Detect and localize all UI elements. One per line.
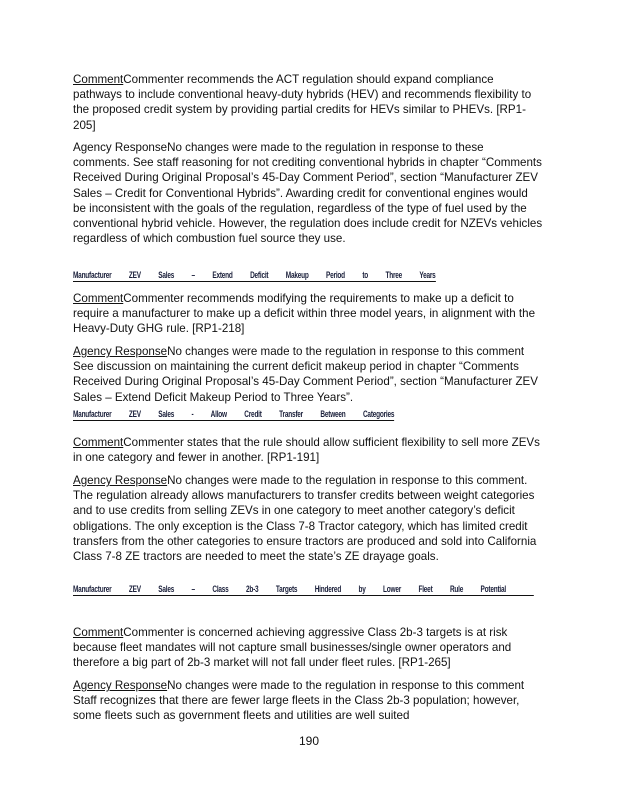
comment-label: Comment [73, 626, 124, 639]
response-text: No changes were made to the regulation in response to this comment. The regulation already allows manufacturers to transfer credits between weight categories and to use credits from selling ZEVs in one category to meet another category’s deficit obligations. The only exception is the Class 7-8 Tractor category, which has limited credit transfers from the other categories to ensure tractors are produced and sold into California Class 7-8 ZE tractors are needed to meet the state’s ZE drayage goals. [73, 474, 537, 564]
section-heading: Manufacturer ZEV Sales – Extend Deficit Makeup Period to Three Years [73, 270, 436, 280]
response-label: Agency Response [73, 345, 168, 358]
response-label: Agency Response [73, 679, 168, 692]
page-number: 190 [298, 734, 320, 748]
response-paragraph [73, 140, 543, 246]
comment-label: Comment [73, 292, 124, 305]
comment-text: Commenter recommends modifying the requirements to make up a deficit to require a manufacturer to make up a deficit within three model years, in alignment with the Heavy-Duty GHG rule. [RP1-218] [73, 292, 536, 336]
response-text: No changes were made to the regulation in response to these comments. See staff reasoning for not crediting conventional hybrids in chapter “Comments Received During Original Proposal’s 45-Day Comment Period”, section “Manufacturer ZEV Sales – Credit for Conventional Hybrids”. Awarding credit for conventional engines would be inconsistent with the goals of the regulation, regardless of the type of fuel used by the conventional hybrid vehicle. However, the regulation does include credit for NZEVs vehicles regardless of which combustion fuel source they use. [73, 141, 543, 246]
section-heading: Manufacturer ZEV Sales - Allow Credit Transfer Between Categories [73, 409, 395, 419]
comment-text: Commenter recommends the ACT regulation should expand compliance pathways to include conventional heavy-duty hybrids (HEV) and recommends flexibility to the proposed credit system by providing partial credits for HEVs similar to PHEVs. [RP1-205] [73, 73, 532, 132]
comment-paragraph [73, 625, 543, 671]
response-label: Agency Response [73, 141, 168, 154]
response-paragraph [73, 473, 543, 564]
response-label: Agency Response [73, 474, 168, 487]
response-text: No changes were made to the regulation in response to this comment See discussion on maintaining the current deficit makeup period in chapter “Comments Received During Original Proposal’s 45-Day Comment Period”, section “Manufacturer ZEV Sales – Extend Deficit Makeup Period to Three Years”. [73, 345, 539, 404]
comment-paragraph [73, 435, 543, 465]
response-paragraph [73, 678, 543, 724]
comment-label: Comment [73, 436, 124, 449]
section-heading: Manufacturer ZEV Sales – Class 2b-3 Targets Hindered by Lower Fleet Rule Potential [73, 584, 534, 596]
comment-paragraph [73, 72, 543, 133]
comment-text: Commenter states that the rule should allow sufficient flexibility to sell more ZEVs in one category and fewer in another. [RP1-191] [73, 436, 540, 465]
comment-paragraph [73, 291, 543, 337]
response-text: No changes were made to the regulation in response to this comment Staff recognizes that there are fewer large fleets in the Class 2b-3 population; however, some fleets such as government fleets and utilities are well suited [73, 679, 525, 723]
comment-text: Commenter is concerned achieving aggressive Class 2b-3 targets is at risk because fleet mandates will not capture small businesses/single owner operators and therefore a big part of 2b-3 market will not fall under fleet rules. [RP1-265] [73, 626, 512, 670]
response-paragraph [73, 344, 543, 405]
comment-label: Comment [73, 73, 124, 86]
